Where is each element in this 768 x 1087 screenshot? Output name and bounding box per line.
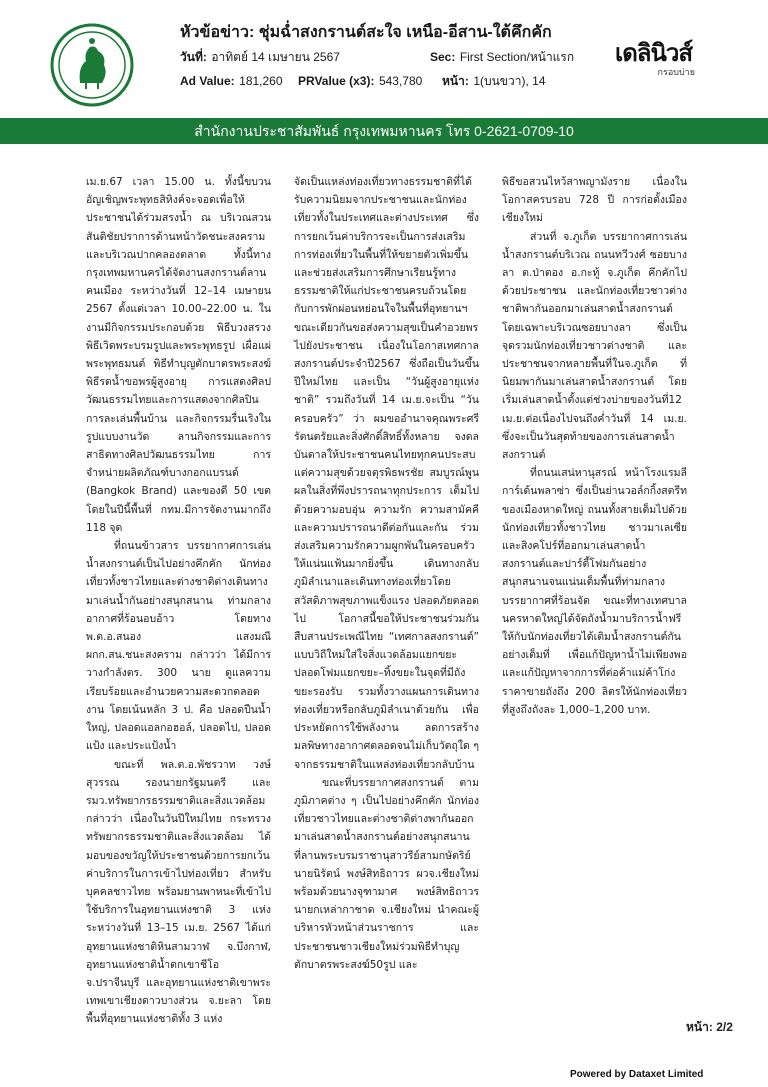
headline-row bbox=[180, 20, 552, 45]
page-value: 1(บนขวา), 14 bbox=[473, 74, 546, 88]
page-row bbox=[442, 72, 546, 91]
agency-bar: สำนักงานประชาสัมพันธ์ กรุงเทพมหานคร โทร 0-2621-0709-10 bbox=[0, 118, 768, 144]
ad-value-row bbox=[180, 72, 283, 90]
ad-value-label: Ad Value: bbox=[180, 74, 235, 88]
page-number-value: 2/2 bbox=[716, 1020, 733, 1034]
paragraph: ที่ถนนเสน่หานุสรณ์ หน้าโรงแรมลีการ์เด้นพลาซ่า ซึ่งเป็นย่านวอล์กกิ้งสตรีทของเมืองหาดใหญ่ ถนนทั้งสายเต็มไปด้วยนักท่องเที่ยวทั้งชาวไทย ชาวมาเลเซีย และสิงคโปร์ที่ออกมาเล่นสาดน้ำสงกรานต์และปาร์ตี้โฟมกันอย่างสนุกสนานจนแน่นเต็มพื้นที่ท่ามกลางบรรยากาศที่ร้อนจัด ขณะที่ทางเทศบาลนครหาดใหญ่ได้จัดถังน้ำมาบริการน้ำฟรีให้กับนักท่องเที่ยวได้เติมน้ำสงกรานต์กันอย่างเต็มที่ เพื่อแก้ปัญหาน้ำไม่เพียงพอและแก้ปัญหาจากการที่ต่อค้าแม่ค้าโก่งราคาขายถังถึง 200 ลิตรให้นักท่องเที่ยวที่สูงถึงถังละ 1,000–1,200 บาท. bbox=[502, 467, 687, 716]
paragraph: พิธีขอสวนไหว้สาพญามังราย เนื่องในโอกาสครบรอบ 728 ปี การก่อตั้งเมืองเชียงใหม่ bbox=[502, 176, 687, 225]
paragraph: ที่ถนนข้าวสาร บรรยากาศการเล่นน้ำสงกรานต์เป็นไปอย่างคึกคัก นักท่องเที่ยวทั้งชาวไทยและต่างชาติต่างเดินทางมาเล่นน้ำกันอย่างสนุกสนาน ท่ามกลางอากาศที่ร้อนอบอ้าว โดยทาง พ.ต.อ.สนอง แสงมณี ผกก.สน.ชนะสงคราม กล่าวว่า ได้มีการวางกำลังตร. 300 นาย ดูแลความเรียบร้อยและอำนวยความสะดวกตลอดงาน โดยเน้นหลัก 3 ป. คือ ปลอดปืนน้ำใหญ่, ปลอดแอลกอฮอล์, ปลอดไป, ปลอดแป้ง และประแป้งน้ำ bbox=[86, 540, 271, 753]
page-number bbox=[686, 1018, 733, 1037]
ad-value: 181,260 bbox=[239, 74, 283, 88]
article-column-2 bbox=[294, 173, 479, 974]
bma-emblem-logo bbox=[50, 23, 134, 107]
headline-label: หัวข้อข่าว: bbox=[180, 24, 255, 41]
clipping-header bbox=[0, 0, 768, 118]
pr-value-label: PRValue (x3): bbox=[298, 74, 375, 88]
article-column-3 bbox=[502, 173, 687, 719]
date-value: อาทิตย์ 14 เมษายน 2567 bbox=[211, 50, 340, 64]
date-label: วันที่: bbox=[180, 50, 207, 64]
publication-brand bbox=[615, 40, 705, 84]
paragraph: ขณะที่บรรยากาศสงกรานต์ ตามภูมิภาคต่าง ๆ เป็นไปอย่างคึกคัก นักท่องเที่ยวชาวไทยและต่างชาติต่างพากันออกมาเล่นสาดน้ำสงกรานต์อย่างสนุกสนาน ที่ลานพระบรมราชานุสาวรีย์สามกษัตริย์ นายนิรัตน์ พงษ์สิทธิถาวร ผวจ.เชียงใหม่ พร้อมด้วยนางจุฑามาศ พงษ์สิทธิถาวร นายกเหล่ากาชาด จ.เชียงใหม่ นำคณะผู้บริหารหัวหน้าส่วนราชการ และประชาชนชาวเชียงใหม่ร่วมพิธีทำบุญตักบาตรพระสงฆ์50รูป และ bbox=[294, 776, 479, 971]
section-row bbox=[430, 48, 574, 67]
publication-edition: กรอบบ่าย bbox=[657, 68, 695, 78]
headline-value: ชุ่มฉ่ำสงกรานต์สะใจ เหนือ-อีสาน-ใต้คึกคัก bbox=[258, 24, 552, 41]
pr-value: 543,780 bbox=[378, 74, 423, 88]
page-number-label: หน้า: bbox=[686, 1020, 713, 1034]
article-body bbox=[86, 173, 701, 1026]
date-row bbox=[180, 48, 340, 67]
pr-value-row bbox=[298, 72, 422, 90]
section-label: Sec: bbox=[430, 50, 456, 64]
paragraph: จัดเป็นแหล่งท่องเที่ยวทางธรรมชาติที่ได้รับความนิยมจากประชาชนและนักท่องเที่ยวทั้งในประเทศและต่างประเทศ ซึ่งการยกเว้นค่าบริการจะเป็นการส่งเสริมการท่องเที่ยวในพื้นที่ให้ขยายตัวเพิ่มขึ้น และช่วยส่งเสริมการศึกษาเรียนรู้ทางธรรมชาติให้แก่ประชาชนครบถ้วนโดยกับการพักผ่อนหย่อนใจในพื้นที่อุทยานฯ ขณะเดียวกันขอส่งความสุขเป็นคำอวยพรไปยังประชาชน เนื่องในโอกาสเทศกาลสงกรานต์ประจำปี2567 ซึ่งถือเป็นวันขึ้นปีใหม่ไทย และเป็น “วันผู้สูงอายุแห่งชาติ” รวมถึงวันที่ 14 เม.ย.จะเป็น “วันครอบครัว” ว่า ผมขออำนาจคุณพระศรีรัตนตรัยและสิ่งศักดิ์สิทธิ์ทั้งหลาย จงดลบันดาลให้ประชาชนคนไทยทุกคนประสบแต่ความสุขด้วยจตุรพิธพรชัย สมบูรณ์พูนผลในสิ่งที่พึงปรารถนาทุกประการ เต็มไปด้วยความอบอุ่น ความรัก ความสามัคคีและความปรารถนาดีต่อกันและกัน ร่วมส่งเสริมความรักความผูกพันในครอบครัวให้แน่นแฟ้นมากยิ่งขึ้น เดินทางกลับภูมิลำเนาและเดินทางท่องเที่ยวโดยสวัสดิภาพสุขภาพแข็งแรง ปลอดภัยตลอดไป โอกาสนี้ขอให้ประชาชนร่วมกันสืบสานประเพณีไทย “เทศกาลสงกรานต์” แบบวิถีใหม่ใส่ใจสิ่งแวดล้อมแยกขยะ ปลอดโฟมแยกขยะ–ทิ้งขยะในจุดที่มีถังขยะรองรับ รวมทั้งวางแผนการเดินทางท่องเที่ยวหรือกลับภูมิลำเนาด้วยกัน เพื่อประหยัดการใช้พลังงาน ลดการสร้างมลพิษทางอากาศตลอดจนไม่เก็บวัตถุใด ๆ จากธรรมชาติในแหล่งท่องเที่ยวกลับบ้าน bbox=[294, 176, 479, 771]
page-label: หน้า: bbox=[442, 74, 469, 88]
powered-by: Powered by Dataxet Limited bbox=[570, 1069, 704, 1080]
article-column-1 bbox=[86, 173, 271, 1029]
paragraph: ขณะที่ พล.ต.อ.พัชรวาท วงษ์สุวรรณ รองนายกรัฐมนตรี และรมว.ทรัพยากรธรรมชาติและสิ่งแวดล้อม กล่าวว่า เนื่องในวันปีใหม่ไทย กระทรวงทรัพยากรธรรมชาติและสิ่งแวดล้อม ได้มอบของขวัญให้ประชาชนด้วยการยกเว้นค่าบริการในการเข้าไปท่องเที่ยว สำหรับบุคคลชาวไทย พร้อมยานพาหนะที่เข้าไปใช้บริการในอุทยานแห่งชาติ 3 แห่ง ระหว่างวันที่ 13–15 เม.ย. 2567 ได้แก่ อุทยานแห่งชาติหินสามวาฬ จ.บึงกาฬ, อุทยานแห่งชาติน้ำตกเขาชีโอ จ.ปราจีนบุรี และอุทยานแห่งชาติเขาพระเทพเขาเชียงดาวบางส่วน จ.ยะลา โดยพื้นที่อุทยานแห่งชาติทั้ง 3 แห่ง bbox=[86, 758, 271, 1026]
paragraph: ส่วนที่ จ.ภูเก็ต บรรยากาศการเล่นน้ำสงกรานต์บริเวณ ถนนทวีวงศ์ ซอยบางลา ต.ป่าตอง อ.กะทู้ จ.ภูเก็ต คึกคักไปด้วยประชาชน และนักท่องเที่ยวชาวต่างชาติพากันออกมาเล่นสาดน้ำสงกรานต์ โดยเฉพาะบริเวณซอยบางลา ซึ่งเป็นจุดรวมนักท่องเที่ยวชาวต่างชาติ และประชาชนจากหลายพื้นที่ในจ.ภูเก็ต ที่นิยมพากันมาเล่นสาดน้ำสงกรานต์ โดยเริ่มเล่นสาดน้ำตั้งแต่ช่วงบ่ายของวันที่12 เม.ย.ต่อเนื่องไปจนถึงค่ำวันที่ 14 เม.ย. ซึ่งจะเป็นวันสุดท้ายของการเล่นสาดน้ำสงกรานต์ bbox=[502, 230, 687, 462]
publication-name: เดลินิวส์ bbox=[615, 39, 693, 67]
section-value: First Section/หน้าแรก bbox=[459, 50, 575, 64]
paragraph: เม.ย.67 เวลา 15.00 น. ทั้งนี้ขบวนอัญเชิญพระพุทธสิหิงค์จะจอดเพื่อให้ประชาชนได้ร่วมสรงน้ำ ณ บริเวณสวนสันติชัยปราการด้านหน้าวัดชนะสงคราม และบริเวณปากคลองตลาด ทั้งนี้ทางกรุงเทพมหานครได้จัดงานสงกรานต์ลานคนเมือง ระหว่างวันที่ 12–14 เมษายน 2567 ตั้งแต่เวลา 10.00–22.00 น. ในงานมีกิจกรรมประกอบด้วย พิธีบวงสรวง พิธีเวิดพระบรมรูปและพระพุทธรูป เผื่อแผ่ พระพุทธมนต์ พิธีทำบุญตักบาตรพระสงฆ์ พิธีรดน้ำขอพรผู้สูงอายุ การแสดงศิลปวัฒนธรรมไทยและการแสดงจากศิลปินการละเล่นพื้นบ้าน และกิจกรรมรื่นเริงในรูปแบบงานวัด ลานกิจกรรมและการสาธิตทางศิลปวัฒนธรรมไทย การจำหน่ายผลิตภัณฑ์บางกอกแบรนด์ (Bangkok Brand) และของดี 50 เขต โดยในปีนี้พื้นที่ กทม.มีการจัดงานมากถึง 118 จุด bbox=[86, 176, 271, 534]
